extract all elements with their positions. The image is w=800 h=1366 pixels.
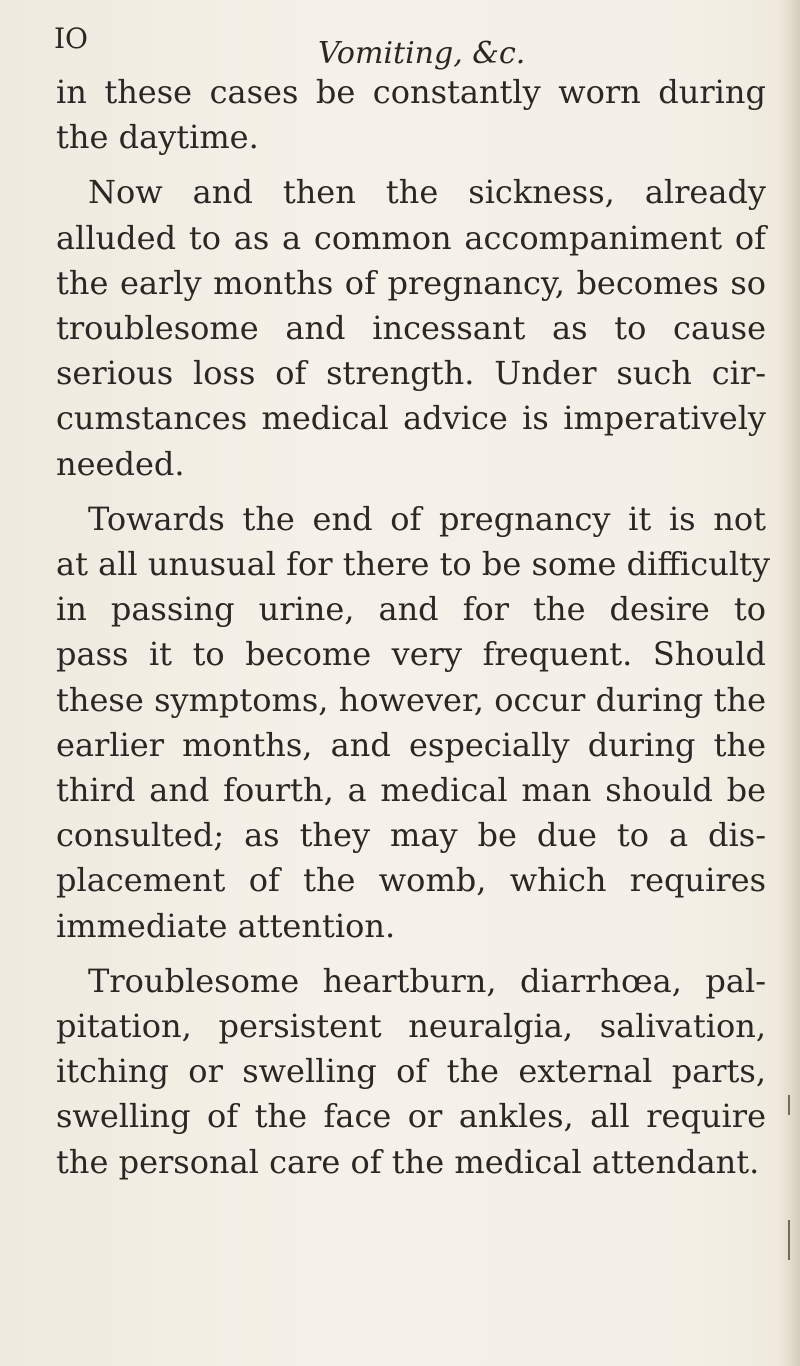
text-line: troublesome and incessant as to cause — [56, 309, 766, 348]
paragraph — [56, 959, 766, 1185]
body-text — [56, 70, 770, 1185]
text-line: swelling of the face or ankles, all require — [56, 1097, 766, 1136]
text-line: immediate attention. — [56, 906, 396, 945]
text-line: Troublesome heartburn, diarrhœa, pal- — [88, 961, 766, 1000]
text-line: placement of the womb, which requires — [56, 861, 766, 900]
text-line: consulted; as they may be due to a dis- — [56, 816, 766, 855]
paragraph — [56, 170, 766, 486]
text-line: in passing urine, and for the desire to — [56, 590, 766, 629]
text-line: third and fourth, a medical man should be — [56, 771, 766, 810]
text-line: serious loss of strength. Under such cir- — [56, 354, 766, 393]
text-line: pitation, persistent neuralgia, salivation, — [56, 1007, 766, 1046]
running-title: Vomiting, &c. — [318, 36, 526, 71]
text-line: cumstances medical advice is imperatively — [56, 399, 766, 438]
text-line: the daytime. — [56, 118, 259, 157]
text-line: itching or swelling of the external parts, — [56, 1052, 766, 1091]
text-line: at all unusual for there to be some difficulty — [56, 545, 770, 584]
paragraph — [56, 70, 766, 160]
text-line: pass it to become very frequent. Should — [56, 635, 766, 674]
text-line: needed. — [56, 444, 185, 483]
page-edge-mark — [788, 1220, 790, 1260]
page-number: IO — [54, 22, 89, 55]
text-line: these symptoms, however, occur during the — [56, 680, 766, 719]
text-line: the personal care of the medical attendant. — [56, 1142, 760, 1181]
text-line: Now and then the sickness, already — [88, 173, 766, 212]
page-edge-shadow — [778, 0, 800, 1366]
page-edge-mark — [788, 1095, 790, 1115]
text-line: the early months of pregnancy, becomes so — [56, 263, 766, 302]
paragraph — [56, 497, 770, 949]
text-line: Towards the end of pregnancy it is not — [88, 499, 766, 538]
text-line: earlier months, and especially during the — [56, 725, 766, 764]
text-line: alluded to as a common accompaniment of — [56, 218, 766, 257]
text-line: in these cases be constantly worn during — [56, 73, 766, 111]
